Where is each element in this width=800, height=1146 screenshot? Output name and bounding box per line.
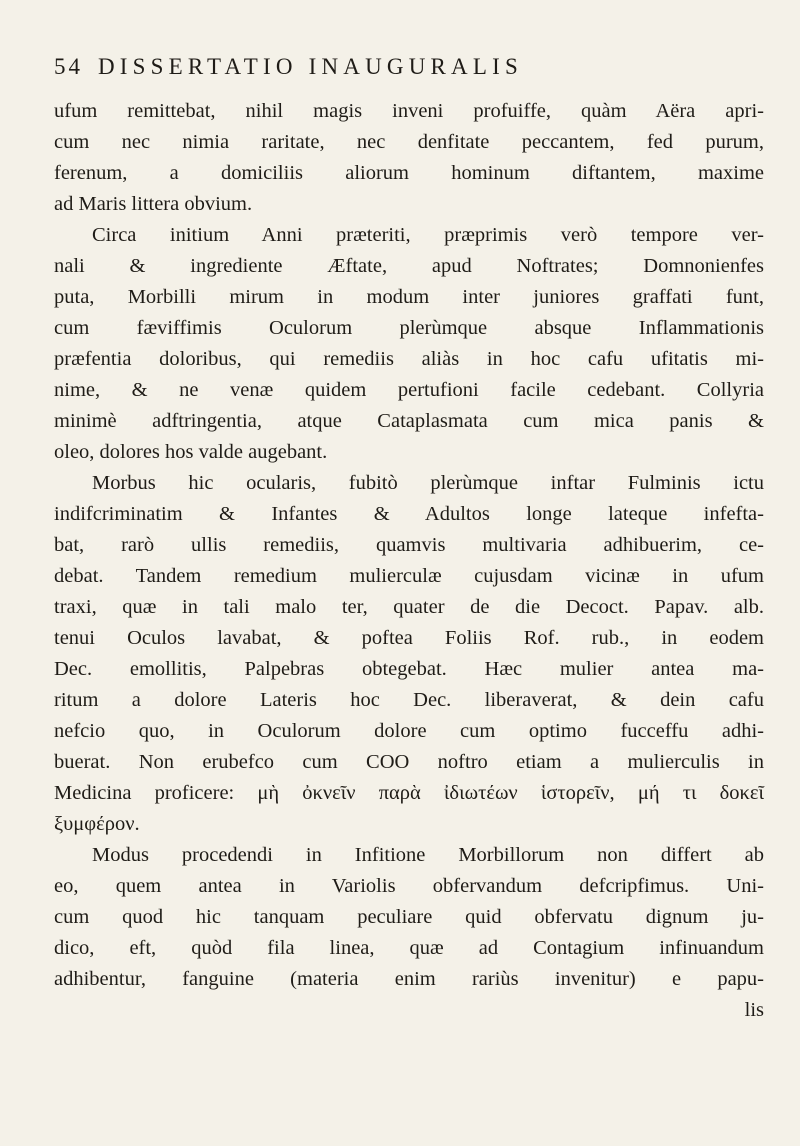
text-line: cum quod hic tanquam peculiare quid obfervatu dignum ju- <box>54 906 764 928</box>
text-line: bat, rarò ullis remediis, quamvis multivaria adhibuerim, ce- <box>54 534 764 556</box>
catchword-line <box>54 995 764 1026</box>
catchword: lis <box>744 999 764 1021</box>
body-text <box>54 96 764 1026</box>
text-line: traxi, quæ in tali malo ter, quater de die Decoct. Papav. alb. <box>54 596 764 618</box>
page-number: 54 <box>54 54 83 79</box>
text-line: ritum a dolore Lateris hoc Dec. liberaverat, & dein cafu <box>54 689 764 711</box>
text-line: puta, Morbilli mirum in modum inter juniores graffati funt, <box>54 286 764 308</box>
text-line: ad Maris littera obvium. <box>54 193 253 215</box>
text-line: nefcio quo, in Oculorum dolore cum optimo fucceffu adhi- <box>54 720 764 742</box>
text-line: ufum remittebat, nihil magis inveni profuiffe, quàm Aëra apri- <box>54 100 764 122</box>
text-line: eo, quem antea in Variolis obfervandum defcripfimus. Uni- <box>54 875 764 897</box>
page-header <box>54 54 754 94</box>
text-line: Modus procedendi in Infitione Morbillorum non differt ab <box>92 844 764 866</box>
text-line: Dec. emollitis, Palpebras obtegebat. Hæc mulier antea ma- <box>54 658 764 680</box>
running-title: DISSERTATIO INAUGURALIS <box>98 54 523 79</box>
text-line: tenui Oculos lavabat, & poftea Foliis Rof. rub., in eodem <box>54 627 764 649</box>
text-line: Medicina proficere: μὴ ὀκνεῖν παρὰ ἰδιωτέων ἱστορεῖν, μή τι δοκεῖ <box>54 782 764 804</box>
text-line: indifcriminatim & Infantes & Adultos longe lateque infefta- <box>54 503 764 525</box>
text-line: oleo, dolores hos valde augebant. <box>54 441 328 463</box>
text-line: cum fæviffimis Oculorum plerùmque absque Inflammationis <box>54 317 764 339</box>
text-line: ξυμφέρον. <box>54 813 140 835</box>
text-line: Morbus hic ocularis, fubitò plerùmque inftar Fulminis ictu <box>92 472 764 494</box>
text-line: Circa initium Anni præteriti, præprimis verò tempore ver- <box>92 224 764 246</box>
text-line: dico, eft, quòd fila linea, quæ ad Contagium infinuandum <box>54 937 764 959</box>
text-line: cum nec nimia raritate, nec denfitate peccantem, fed purum, <box>54 131 764 153</box>
text-line: debat. Tandem remedium mulierculæ cujusdam vicinæ in ufum <box>54 565 764 587</box>
text-line: ferenum, a domiciliis aliorum hominum diftantem, maxime <box>54 162 764 184</box>
text-line: adhibentur, fanguine (materia enim rariùs invenitur) e papu- <box>54 968 764 990</box>
text-line: minimè adftringentia, atque Cataplasmata cum mica panis & <box>54 410 764 432</box>
text-line: nali & ingrediente Æftate, apud Noftrates; Domnonienfes <box>54 255 764 277</box>
text-line: buerat. Non erubefco cum COO noftro etiam a mulierculis in <box>54 751 764 773</box>
text-line: nime, & ne venæ quidem pertufioni facile cedebant. Collyria <box>54 379 764 401</box>
text-line: præfentia doloribus, qui remediis aliàs in hoc cafu ufitatis mi- <box>54 348 764 370</box>
